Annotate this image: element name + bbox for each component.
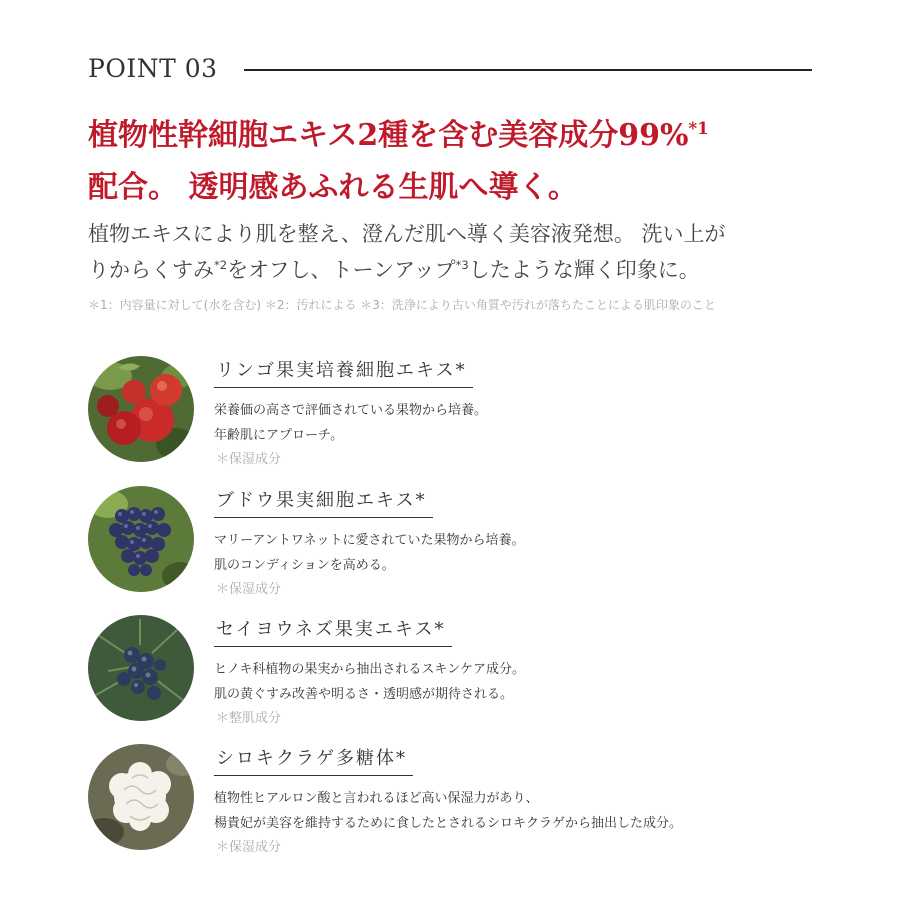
white-fungus-icon — [88, 744, 194, 850]
headline — [88, 110, 828, 214]
ingredient-title: シロキクラゲ多糖体* — [214, 744, 413, 776]
ingredient-title: ブドウ果実細胞エキス* — [214, 486, 433, 518]
ingredient-tag: ＊整肌成分 — [216, 711, 282, 726]
lead-text — [88, 216, 828, 288]
ingredient-description — [214, 786, 814, 836]
lead-line-2c: したような輝く印象に。 — [468, 258, 700, 282]
footnote: ＊1：内容量に対して(水を含む) ＊2：汚れによる ＊3：洗浄により古い角質や汚れが落ちたことによる肌印象のこと — [88, 298, 716, 312]
ingredient-description — [214, 398, 814, 448]
ingredient-description-line: 肌のコンディションを高める。 — [214, 558, 395, 573]
ingredient-item-apple — [88, 356, 808, 468]
ingredient-description — [214, 528, 814, 578]
juniper-berry-icon — [88, 615, 194, 721]
grape-icon — [88, 486, 194, 592]
ingredient-description-line: マリーアントワネットに愛されていた果物から培養。 — [214, 533, 525, 548]
section-header — [88, 52, 812, 88]
headline-footnote-mark: *1 — [688, 119, 709, 138]
ingredient-item-grape — [88, 486, 808, 598]
ingredient-description-line: ヒノキ科植物の果実から抽出されるスキンケア成分。 — [214, 662, 525, 677]
lead-footnote-mark-3: *3 — [455, 258, 469, 272]
ingredient-description-line: 肌の黄ぐすみ改善や明るさ・透明感が期待される。 — [214, 687, 514, 702]
ingredient-item-white-fungus — [88, 744, 808, 856]
headline-line-1 — [88, 110, 828, 162]
lead-line-2 — [88, 252, 828, 288]
ingredient-description-line: 栄養価の高さで評価されている果物から培養。 — [214, 403, 488, 418]
ingredient-description-line: 植物性ヒアルロン酸と言われるほど高い保湿力があり、 — [214, 791, 539, 806]
ingredient-description-line: 年齢肌にアプローチ。 — [214, 428, 344, 443]
apple-icon — [88, 356, 194, 462]
lead-line-2a: りからくすみ — [88, 258, 214, 282]
ingredient-title: リンゴ果実培養細胞エキス* — [214, 356, 473, 388]
ingredient-tag: ＊保湿成分 — [216, 582, 282, 597]
lead-line-1: 植物エキスにより肌を整え、澄んだ肌へ導く美容液発想。 洗い上が — [88, 222, 726, 246]
ingredient-item-juniper — [88, 615, 808, 727]
lead-footnote-mark-2: *2 — [214, 258, 228, 272]
header-divider — [244, 69, 812, 71]
point-label: POINT 03 — [88, 54, 218, 83]
ingredient-title: セイヨウネズ果実エキス* — [214, 615, 452, 647]
ingredient-tag: ＊保湿成分 — [216, 840, 282, 855]
ingredient-description — [214, 657, 814, 707]
headline-line-2: 配合。 透明感あふれる生肌へ導く。 — [88, 170, 578, 205]
ingredient-description-line: 楊貴妃が美容を維持するために食したとされるシロキクラゲから抽出した成分。 — [214, 816, 683, 831]
lead-line-2b: をオフし、トーンアップ — [227, 258, 456, 282]
headline-line-1-text: 植物性幹細胞エキス2種を含む美容成分99% — [88, 118, 689, 153]
ingredient-tag: ＊保湿成分 — [216, 452, 282, 467]
